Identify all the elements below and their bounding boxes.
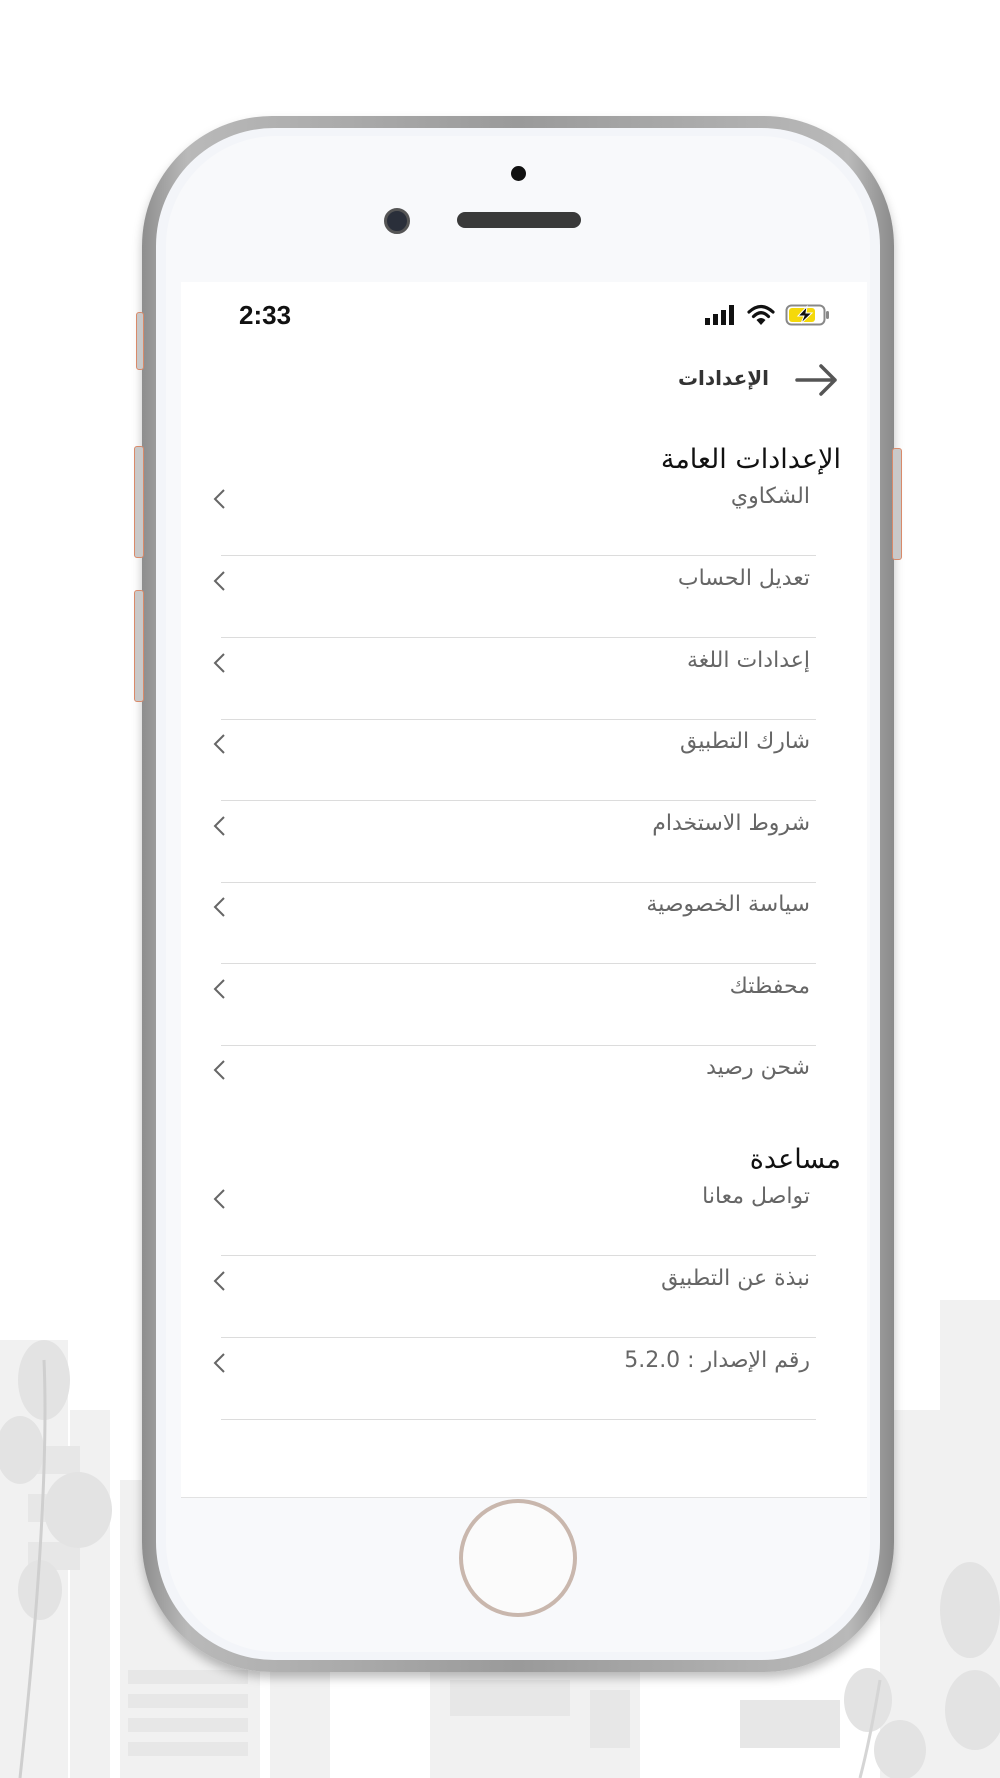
settings-item-share-app[interactable] [221, 720, 816, 801]
chevron-left-icon [209, 732, 231, 756]
settings-item-label: سياسة الخصوصية [646, 892, 810, 917]
navigation-bar [181, 352, 867, 412]
chevron-left-icon [209, 814, 231, 838]
settings-item-language[interactable] [221, 639, 816, 720]
proximity-sensor [511, 166, 526, 181]
app-screen [181, 282, 867, 1498]
settings-item-label: تعديل الحساب [677, 566, 810, 591]
settings-item-label: محفظتك [729, 974, 810, 999]
battery-charging-icon [785, 304, 831, 326]
chevron-left-icon [209, 977, 231, 1001]
chevron-left-icon [209, 569, 231, 593]
volume-up-button [134, 446, 144, 558]
chevron-left-icon [209, 651, 231, 675]
status-time: 2:33 [239, 300, 292, 330]
settings-item-top-up[interactable] [221, 1046, 816, 1127]
settings-item-privacy[interactable] [221, 883, 816, 964]
chevron-left-icon [209, 487, 231, 511]
settings-item-label: شارك التطبيق [679, 729, 810, 754]
settings-item-label: الشكاوي [730, 484, 810, 509]
chevron-left-icon [209, 895, 231, 919]
page-title: الإعدادات [677, 366, 769, 390]
settings-item-label: شروط الاستخدام [652, 811, 810, 836]
settings-item-label: تواصل معانا [702, 1184, 810, 1209]
settings-item-terms[interactable] [221, 802, 816, 883]
settings-item-wallet[interactable] [221, 965, 816, 1046]
settings-item-edit-account[interactable] [221, 557, 816, 638]
section-title-general: الإعدادات العامة [660, 444, 841, 475]
front-camera [384, 208, 410, 234]
volume-down-button [134, 590, 144, 702]
home-button[interactable] [459, 1499, 577, 1617]
chevron-left-icon [209, 1058, 231, 1082]
settings-item-version[interactable] [221, 1339, 816, 1420]
chevron-left-icon [209, 1351, 231, 1375]
section-title-help: مساعدة [749, 1144, 841, 1175]
settings-item-label: إعدادات اللغة [686, 648, 810, 673]
settings-item-label: شحن رصيد [706, 1055, 810, 1080]
settings-item-label: رقم الإصدار : 5.2.0 [624, 1348, 810, 1373]
status-bar [181, 282, 867, 352]
earpiece-speaker [457, 212, 581, 228]
mute-switch [136, 312, 144, 370]
power-button [892, 448, 902, 560]
settings-item-about-app[interactable] [221, 1257, 816, 1338]
wifi-icon [747, 304, 775, 326]
settings-item-label: نبذة عن التطبيق [661, 1266, 810, 1291]
settings-item-contact-us[interactable] [221, 1175, 816, 1256]
chevron-left-icon [209, 1187, 231, 1211]
signal-icon [705, 305, 737, 325]
settings-item-complaints[interactable] [221, 475, 816, 556]
chevron-left-icon [209, 1269, 231, 1293]
arrow-right-icon[interactable] [793, 360, 841, 400]
